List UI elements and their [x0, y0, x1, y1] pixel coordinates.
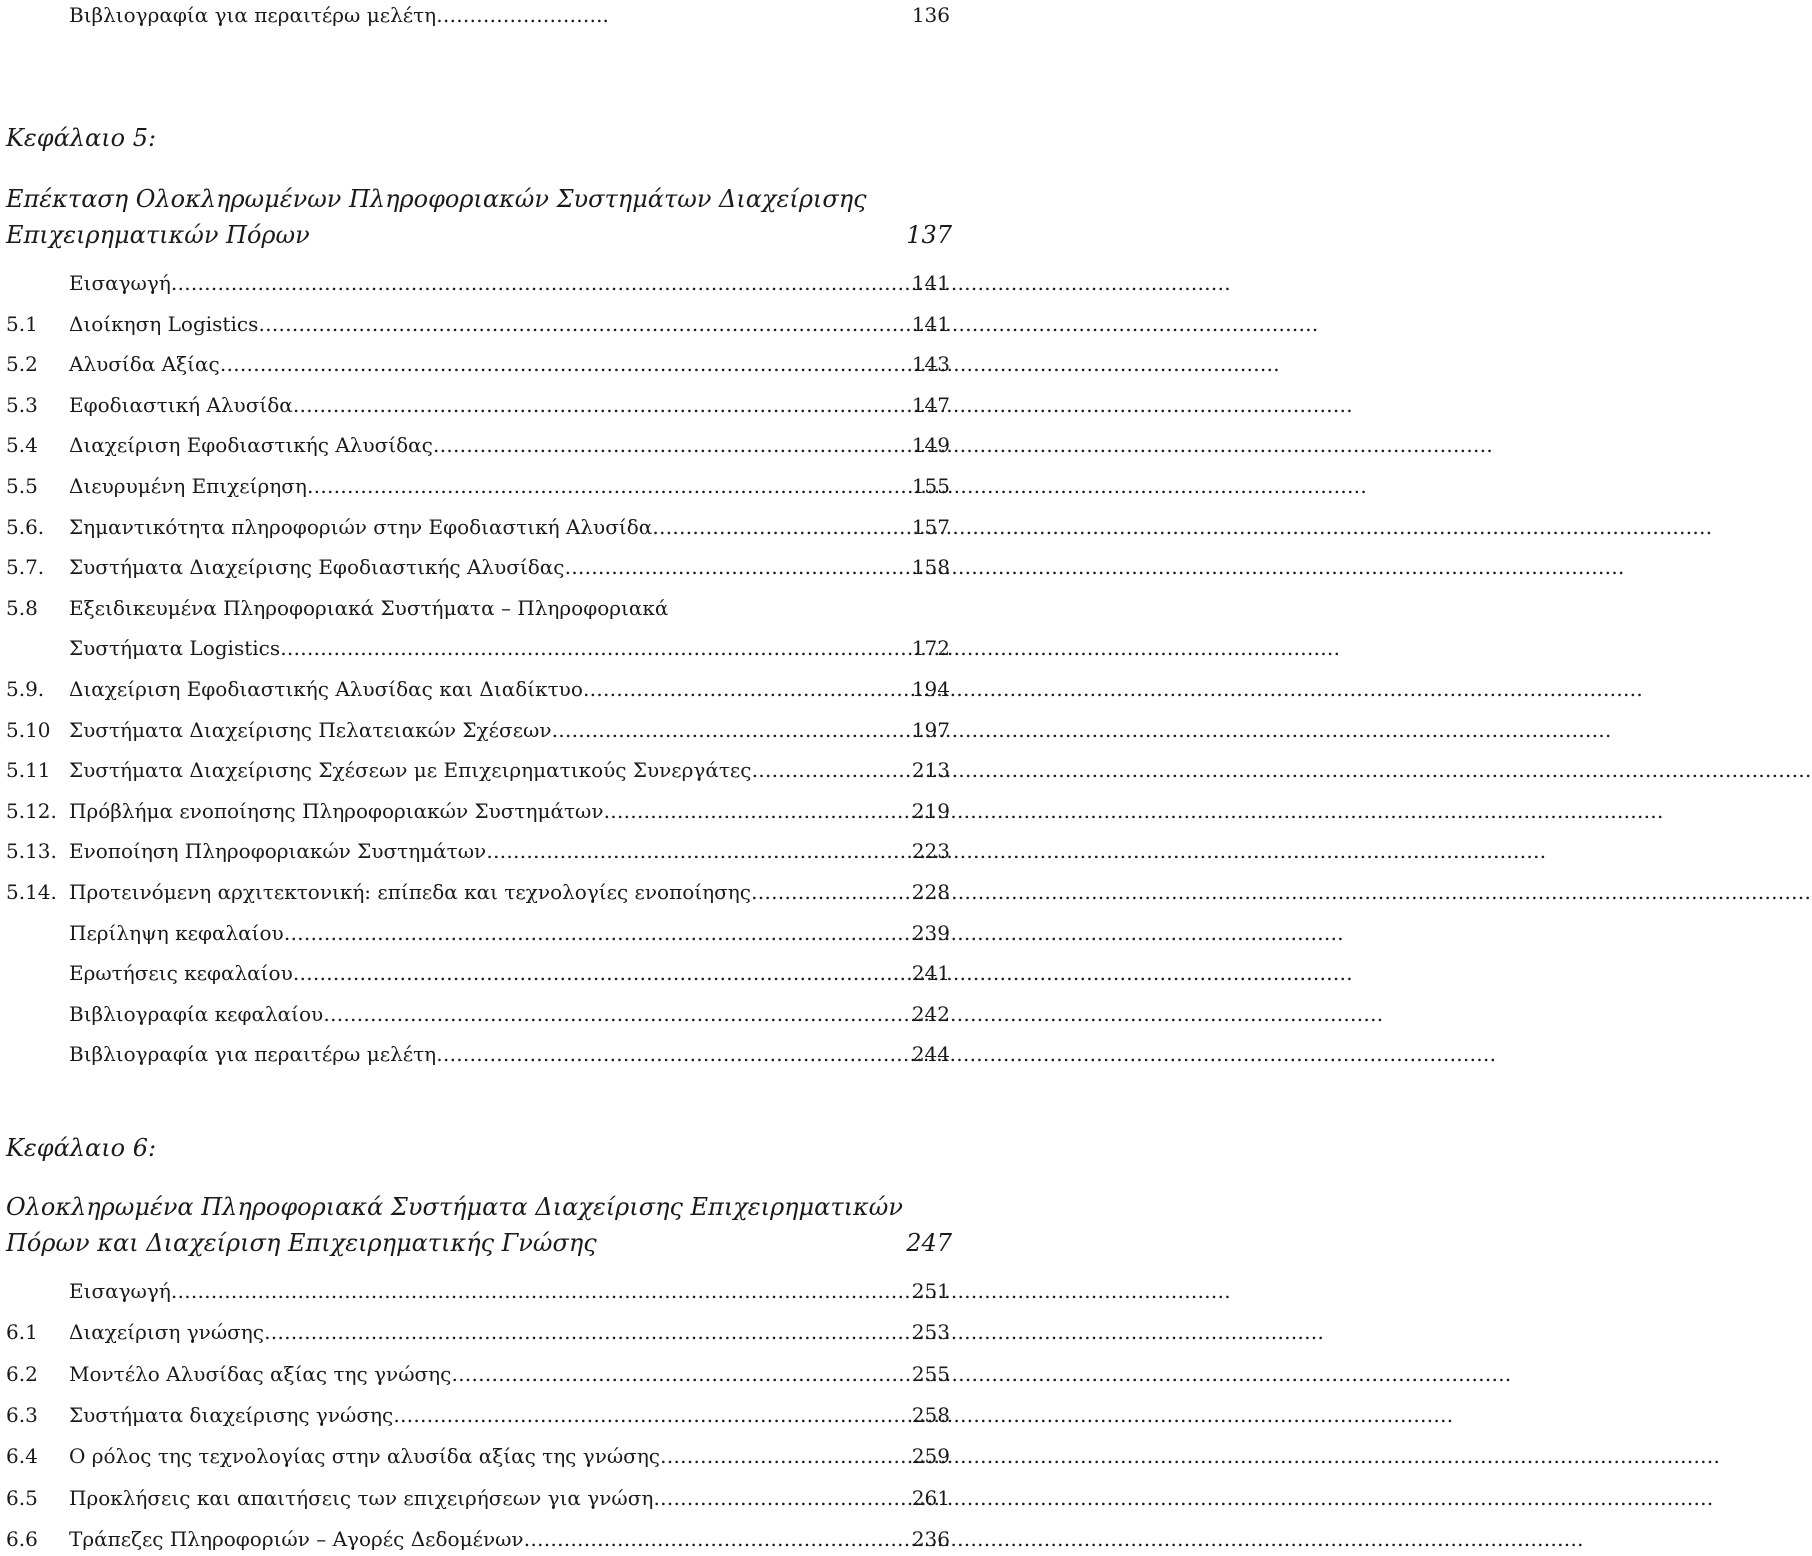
dot-leader: [220, 349, 1280, 379]
toc-entry: [0, 1039, 960, 1069]
toc-entry: [0, 1400, 960, 1430]
entry-page: 147: [911, 392, 950, 417]
entry-title: Συστήματα Logistics ……………………………………………………………………………………………………………………………………………: [69, 633, 910, 663]
dot-leader: [171, 268, 1231, 298]
entry-page: 149: [911, 433, 950, 458]
entry-title: Περίληψη κεφαλαίου ……………………………………………………………………………………………………………………………………………: [69, 918, 910, 948]
entry-page: 213: [911, 758, 950, 783]
entry-title: Διαχείριση γνώσης ……………………………………………………………………………………………………………………………………………: [69, 1317, 910, 1347]
dot-leader: [565, 552, 1625, 582]
chapter-5-title-line1: Επέκταση Ολοκληρωμένων Πληροφοριακών Συστημάτων Διαχείρισης: [6, 185, 867, 213]
entry-title: Εισαγωγή ……………………………………………………………………………………………………………………………………………: [69, 268, 910, 298]
dot-leader: [660, 1441, 1720, 1471]
entry-page: 158: [911, 555, 950, 580]
entry-number: 6.6: [6, 1526, 38, 1551]
entry-page: 172: [911, 636, 950, 661]
entry-number: 6.3: [6, 1402, 38, 1427]
dot-leader: [486, 836, 1546, 866]
entry-page: 223: [911, 839, 950, 864]
entry-page: 251: [911, 1279, 950, 1303]
toc-entry: [0, 1524, 960, 1554]
entry-number: 5.6.: [6, 514, 45, 539]
dot-leader: [751, 877, 1811, 907]
toc-entry: [0, 674, 960, 704]
entry-title: Συστήματα Διαχείρισης Εφοδιαστικής Αλυσίδας ……………………………………………………………………………………………………………………………………………: [69, 552, 910, 582]
entry-number: 6.4: [6, 1444, 38, 1469]
entry-page: 141: [911, 311, 950, 336]
toc-entry: [0, 552, 960, 582]
dot-leader: [264, 1317, 1324, 1347]
dot-leader: [171, 1276, 1231, 1306]
entry-page: 255: [911, 1361, 950, 1386]
entry-page: 136: [911, 3, 950, 27]
entry-page: 219: [911, 798, 950, 823]
entry-title: Συστήματα διαχείρισης γνώσης ……………………………………………………………………………………………………………………………………………: [69, 1400, 910, 1430]
toc-entry: [0, 958, 960, 988]
entry-page: 236: [911, 1526, 950, 1551]
dot-leader: [293, 390, 1353, 420]
entry-title: Προτεινόμενη αρχιτεκτονική: επίπεδα και τεχνολογίες ενοποίησης ……………………………………………………………………………………………………………………………………………: [69, 877, 910, 907]
toc-entry: [0, 1276, 960, 1306]
dot-leader: [293, 958, 1353, 988]
entry-number: 5.14.: [6, 880, 57, 904]
dot-leader: [284, 918, 1344, 948]
entry-title: Βιβλιογραφία για περαιτέρω μελέτη……………………..: [69, 3, 609, 27]
toc-entry: [0, 1441, 960, 1471]
toc-entry: [0, 390, 960, 420]
entry-title: Βιβλιογραφία κεφαλαίου ……………………………………………………………………………………………………………………………………………: [69, 999, 910, 1029]
toc-entry: [0, 633, 960, 663]
entry-title: Διοίκηση Logistics ……………………………………………………………………………………………………………………………………………: [69, 309, 910, 339]
entry-title: Τράπεζες Πληροφοριών – Αγορές Δεδομένων ……………………………………………………………………………………………………………………………………………: [69, 1524, 910, 1554]
toc-entry: [0, 1317, 960, 1347]
entry-number: 5.10: [6, 717, 51, 742]
entry-number: 5.5: [6, 474, 38, 498]
entry-title: Βιβλιογραφία για περαιτέρω μελέτη ……………………………………………………………………………………………………………………………………………: [69, 1039, 910, 1069]
entry-number: 5.8: [6, 595, 38, 620]
toc-entry: [0, 309, 960, 339]
toc-entry: [0, 1483, 960, 1513]
toc-entry-top: [0, 0, 960, 30]
dot-leader: [552, 715, 1612, 745]
toc-entry: [0, 836, 960, 866]
entry-page: 194: [911, 677, 950, 701]
entry-number: 6.5: [6, 1485, 38, 1510]
chapter-6-title-line2: Πόρων και Διαχείριση Επιχειρηματικής Γνώσης: [6, 1229, 597, 1257]
entry-title: Διαχείριση Εφοδιαστικής Αλυσίδας ……………………………………………………………………………………………………………………………………………: [69, 430, 910, 460]
toc-entry: [0, 430, 960, 460]
chapter-6-heading: Κεφάλαιο 6:: [6, 1134, 157, 1162]
entry-title: Ερωτήσεις κεφαλαίου ……………………………………………………………………………………………………………………………………………: [69, 958, 910, 988]
chapter-5-heading: Κεφάλαιο 5:: [6, 124, 157, 152]
entry-page: 241: [911, 961, 950, 986]
entry-page: 157: [911, 514, 950, 539]
entry-number: 5.1: [6, 311, 38, 336]
entry-number: 5.3: [6, 392, 38, 417]
entry-title: Σημαντικότητα πληροφοριών στην Εφοδιαστική Αλυσίδα ……………………………………………………………………………………………………………………………………………: [69, 512, 910, 542]
entry-page: 242: [911, 1001, 950, 1026]
dot-leader: [258, 309, 1318, 339]
dot-leader: [752, 755, 1812, 785]
entry-title: Εφοδιαστική Αλυσίδα ……………………………………………………………………………………………………………………………………………: [69, 390, 910, 420]
entry-page: 261: [911, 1485, 950, 1510]
entry-number: 5.4: [6, 433, 38, 458]
entry-page: 197: [911, 717, 950, 742]
entry-page: 143: [911, 352, 950, 377]
toc-entry: [0, 755, 960, 785]
entry-number: 6.1: [6, 1320, 38, 1345]
entry-number: 5.12.: [6, 798, 57, 823]
entry-page: 258: [911, 1402, 950, 1427]
toc-entry: [0, 796, 960, 826]
dot-leader: [524, 1524, 1584, 1554]
toc-entry: [0, 1359, 960, 1389]
entry-title: Ο ρόλος της τεχνολογίας στην αλυσίδα αξίας της γνώσης ……………………………………………………………………………………………………………………………………………: [69, 1441, 910, 1471]
entry-page: 228: [911, 880, 950, 904]
entry-number: 5.2: [6, 352, 38, 377]
dot-leader: [652, 512, 1712, 542]
toc-entry: [0, 715, 960, 745]
entry-title: Προκλήσεις και απαιτήσεις των επιχειρήσεων για γνώση ……………………………………………………………………………………………………………………………………………: [69, 1483, 910, 1513]
toc-entry: [0, 918, 960, 948]
dot-leader: [451, 1359, 1511, 1389]
entry-page: 239: [911, 920, 950, 945]
entry-number: 5.11: [6, 758, 51, 783]
dot-leader: [604, 796, 1664, 826]
chapter-6-title-line1: Ολοκληρωμένα Πληροφοριακά Συστήματα Διαχείρισης Επιχειρηματικών: [6, 1193, 903, 1221]
entry-number: 5.7.: [6, 555, 45, 580]
entry-title: Διευρυμένη Επιχείρηση ……………………………………………………………………………………………………………………………………………: [69, 471, 910, 501]
entry-number: 6.2: [6, 1361, 38, 1386]
toc-entry: [0, 512, 960, 542]
entry-title: Ενοποίηση Πληροφοριακών Συστημάτων ……………………………………………………………………………………………………………………………………………: [69, 836, 910, 866]
entry-page: 244: [911, 1042, 950, 1067]
dot-leader: [307, 471, 1367, 501]
toc-entry: [0, 268, 960, 298]
chapter-6-page: 247: [906, 1229, 952, 1257]
entry-title: Αλυσίδα Αξίας ……………………………………………………………………………………………………………………………………………: [69, 349, 910, 379]
entry-title: Μοντέλο Αλυσίδας αξίας της γνώσης ……………………………………………………………………………………………………………………………………………: [69, 1359, 910, 1389]
dot-leader: [323, 999, 1383, 1029]
entry-title: Συστήματα Διαχείρισης Σχέσεων με Επιχειρηματικούς Συνεργάτες ……………………………………………………………………………………………………………………………………………: [69, 755, 910, 785]
entry-title: Συστήματα Διαχείρισης Πελατειακών Σχέσεων ……………………………………………………………………………………………………………………………………………: [69, 715, 910, 745]
toc-entry: [0, 999, 960, 1029]
dot-leader: [653, 1483, 1713, 1513]
entry-page: 259: [911, 1444, 950, 1469]
entry-page: 253: [911, 1320, 950, 1345]
dot-leader: [583, 674, 1643, 704]
entry-title: Εισαγωγή ……………………………………………………………………………………………………………………………………………: [69, 1276, 910, 1306]
entry-page: 141: [911, 271, 950, 295]
entry-title: Πρόβλήμα ενοποίησης Πληροφοριακών Συστημάτων ……………………………………………………………………………………………………………………………………………: [69, 796, 910, 826]
chapter-5-page: 137: [906, 221, 952, 249]
entry-number: 5.13.: [6, 839, 57, 864]
dot-leader: [436, 1039, 1496, 1069]
toc-entry: [0, 349, 960, 379]
dot-leader: [433, 430, 1493, 460]
chapter-5-title-line2: Επιχειρηματικών Πόρων: [6, 221, 310, 249]
toc-entry: [0, 593, 960, 623]
toc-entry: [0, 877, 960, 907]
dot-leader: [280, 633, 1340, 663]
entry-title: Διαχείριση Εφοδιαστικής Αλυσίδας και Διαδίκτυο ……………………………………………………………………………………………………………………………………………: [69, 674, 910, 704]
entry-title: Εξειδικευμένα Πληροφοριακά Συστήματα – Πληροφοριακά: [69, 595, 669, 620]
toc-entry: [0, 471, 960, 501]
entry-page: 155: [911, 474, 950, 498]
entry-number: 5.9.: [6, 677, 45, 701]
